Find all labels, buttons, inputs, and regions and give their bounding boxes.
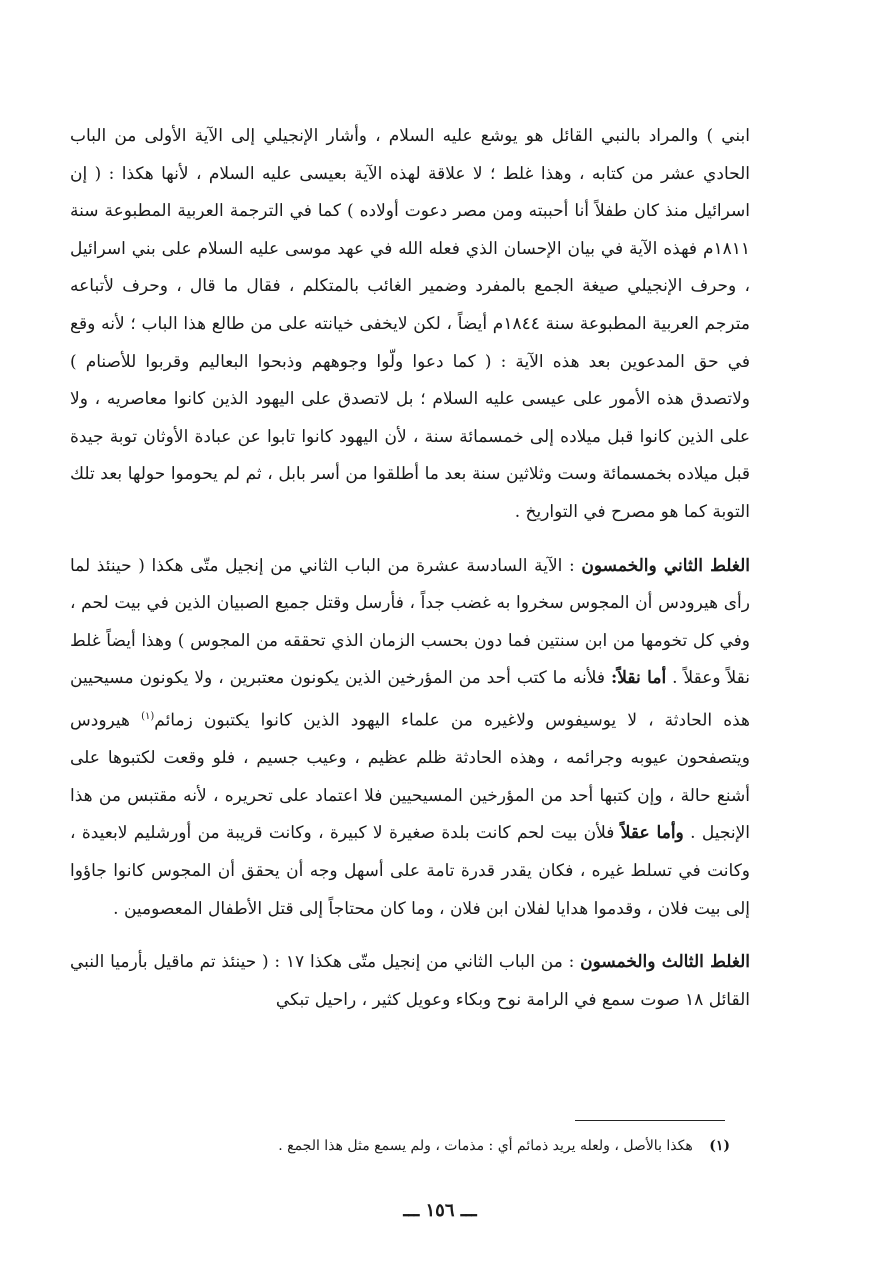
paragraph-3-text-a: : من الباب الثاني من إنجيل متّى هكذا ١٧ : ( حينئذ تم ماقيل بأرميا النبي القائل ١٨ صوت سمع في الرامة نوح وبكاء وعويل كثير ، راحيل تبكي xyxy=(70,952,750,1010)
footnote xyxy=(150,1132,730,1160)
sub-heading-naqlan: أما نقلاً: xyxy=(610,668,667,689)
footnote-number: (١) xyxy=(709,1138,730,1154)
paragraph-2-text-b: فلأنه ما كتب أحد من المؤرخين الذين يكونون معتبرين ، ولا يكونون مسيحيين هذه الحادثة ، لا يوسيفوس ولاغيره من علماء اليهود الذين كانوا يكتبون زمائم xyxy=(70,668,750,731)
paragraph-2-text-d: فلأن بيت لحم كانت بلدة صغيرة لا كبيرة ، وكانت قريبة من أورشليم لابعيدة ، وكانت في تسلط غيره ، فكان يقدر قدرة تامة على أسهل وجه أن يحقق أن المجوس كانوا جاؤوا إلى بيت فلان ، وقدموا هدايا لفلان ابن فلان ، وما كان محتاجاً إلى قتل الأطفال المعصومين . xyxy=(70,823,750,919)
footnote-divider xyxy=(575,1120,725,1121)
sub-heading-aqlan: وأما عقلاً xyxy=(620,823,684,844)
paragraph-2-text-c: هيرودس ويتصفحون عيوبه وجرائمه ، وهذه الحادثة ظلم عظيم ، وعيب جسيم ، فلو وقعت لكتبوها على أشنع حالة ، وإن كتبها أحد من المؤرخين المسيحيين فلا اعتماد على تحريره ، لأنه مقتبس من هذا الإنجيل . xyxy=(70,710,751,844)
paragraph-2 xyxy=(70,548,750,929)
paragraph-3 xyxy=(70,944,750,1019)
paragraph-2-text-a: : الآية السادسة عشرة من الباب الثاني من إنجيل متّى هكذا ( حينئذ لما رأى هيرودس أن المجوس سخروا به غضب جداً ، فأرسل وقتل جميع الصبيان الذين في بيت لحم ، وفي كل تخومها من ابن سنتين فما دون بحسب الزمان الذي تحققه من المجوس ) وهذا أيضاً غلط نقلاً وعقلاً . xyxy=(70,555,750,689)
paragraph-1: ابني ) والمراد بالنبي القائل هو يوشع عليه السلام ، وأشار الإنجيلي إلى الآية الأولى من الباب الحادي عشر من كتابه ، وهذا غلط ؛ لا علاقة لهذه الآية بعيسى عليه السلام ، لأنها هكذا : ( إن اسرائيل منذ كان طفلاً أنا أحببته ومن مصر دعوت أولاده ) كما في الترجمة العربية المطبوعة سنة ١٨١١م فهذه الآية في بيان الإحسان الذي فعله الله في عهد موسى عليه السلام على بني اسرائيل ، وحرف الإنجيلي صيغة الجمع بالمفرد وضمير الغائب بالمتكلم ، فقال ما قال ، وحرف لأتباعه مترجم العربية المطبوعة سنة ١٨٤٤م أيضاً ، لكن لايخفى خيانته على من طالع هذا الباب ؛ لأنه وقع في حق المدعوين بعد هذه الآية : ( كما دعوا ولّوا وجوههم وذبحوا البعاليم وقربوا للأصنام ) ولاتصدق هذه الأمور على عيسى عليه السلام ؛ بل لاتصدق على اليهود الذين كانوا معاصريه ، ولا على الذين كانوا قبل ميلاده إلى خمسمائة سنة ، لأن اليهود كانوا تابوا عن عبادة الأوثان توبة جيدة قبل ميلاده بخمسمائة وست وثلاثين سنة بعد ما أطلقوا من أسر بابل ، ثم لم يحوموا حولها بعد تلك التوبة كما هو مصرح في التواريخ . xyxy=(70,126,750,522)
page-number: ـــ ١٥٦ ـــ xyxy=(403,1200,477,1221)
main-text xyxy=(70,118,750,1019)
footnote-text: هكذا بالأصل ، ولعله يريد ذمائم أي : مذمات ، ولم يسمع مثل هذا الجمع . xyxy=(278,1138,693,1154)
footnote-reference: (١) xyxy=(141,710,155,722)
section-heading-52: الغلط الثاني والخمسون xyxy=(581,555,750,576)
section-heading-53: الغلط الثالث والخمسون xyxy=(580,952,750,973)
